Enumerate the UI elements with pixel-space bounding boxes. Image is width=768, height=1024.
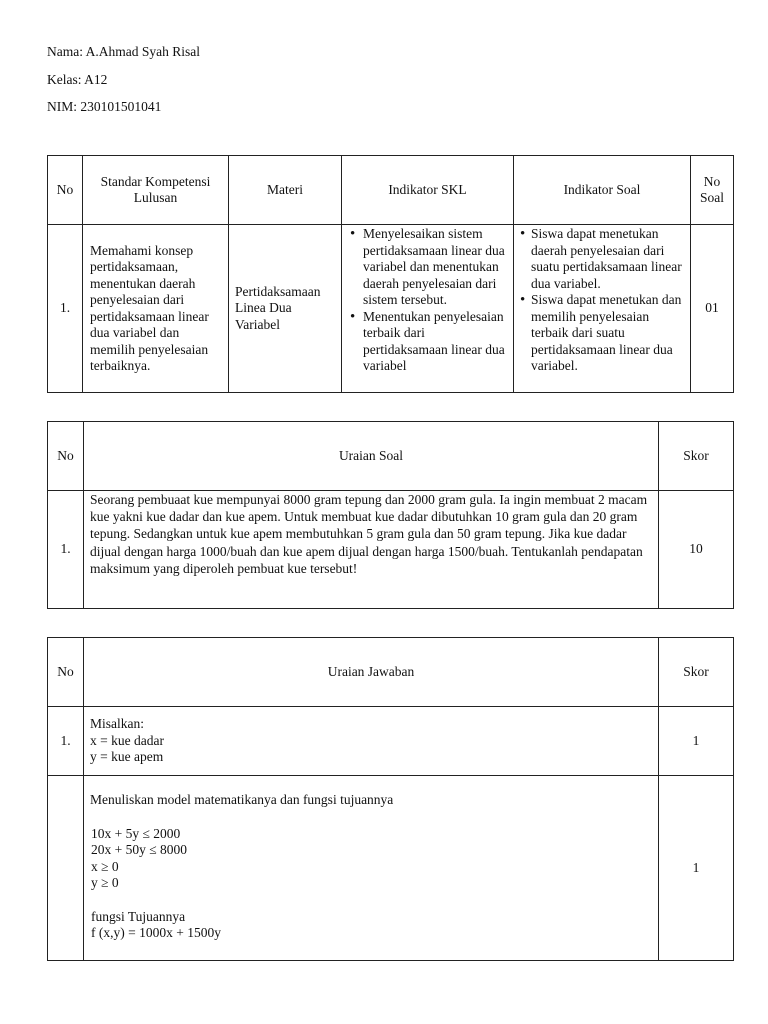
kisi-row-indikator-soal — [514, 225, 691, 393]
jawaban-row2-no — [48, 776, 84, 961]
indikator-skl-item: • Menyelesaikan sistem pertidaksamaan linear dua variabel dan menentukan daerah penyelesaian dari sistem tersebut. — [348, 226, 507, 309]
jawaban-row1-text — [84, 707, 659, 776]
kisi-table — [47, 155, 734, 393]
indikator-soal-item: • Siswa dapat menetukan dan memilih penyelesaian terbaik dari suatu pertidaksamaan linear dua variabel. — [518, 292, 684, 375]
jawaban-line: Misalkan: — [90, 716, 144, 732]
indikator-skl-item: • Menentukan penyelesaian terbaik dari pertidaksamaan linear dua variabel — [348, 309, 507, 375]
kisi-header-no: No — [48, 156, 83, 225]
kisi-header-materi: Materi — [229, 156, 342, 225]
soal-header-uraian: Uraian Soal — [84, 422, 659, 491]
soal-row-skor: 10 — [659, 491, 734, 609]
student-name: Nama: A.Ahmad Syah Risal — [47, 44, 200, 59]
jawaban-line: y = kue apem — [90, 749, 164, 765]
fungsi-label: fungsi Tujuannya — [91, 908, 186, 924]
soal-table — [47, 421, 734, 609]
kisi-row-no-soal: 01 — [691, 225, 734, 393]
student-nim: NIM: 230101501041 — [47, 99, 162, 114]
model-intro: Menuliskan model matematikanya dan fungsi tujuannya — [90, 792, 394, 807]
constraint-line: 20x + 50y ≤ 8000 — [91, 842, 188, 857]
soal-header-no: No — [48, 422, 84, 491]
jawaban-row2-text — [84, 776, 659, 961]
jawaban-table — [47, 637, 734, 961]
constraint-line: y ≥ 0 — [91, 875, 119, 890]
kisi-row-no: 1. — [48, 225, 83, 393]
kisi-skl-text: Memahami konsep pertidaksamaan, menentukan daerah penyelesaian dari pertidaksamaan linear dua variabel dan memilih penyelesaian terbaiknya. — [90, 242, 209, 373]
jawaban-header-uraian: Uraian Jawaban — [84, 638, 659, 707]
kisi-header-no-soal: No Soal — [691, 156, 734, 225]
jawaban-header-skor: Skor — [659, 638, 734, 707]
jawaban-row1-skor: 1 — [659, 707, 734, 776]
indikator-soal-item: • Siswa dapat menetukan daerah penyelesaian dari suatu pertidaksamaan linear dua variabel. — [518, 226, 684, 292]
fungsi-tujuan: f (x,y) = 1000x + 1500y — [91, 925, 221, 940]
soal-header-skor: Skor — [659, 422, 734, 491]
soal-row-no: 1. — [48, 491, 84, 609]
kisi-header-indikator-soal: Indikator Soal — [514, 156, 691, 225]
kisi-header-skl: Standar Kompetensi Lulusan — [83, 156, 229, 225]
soal-row-text: Seorang pembuaat kue mempunyai 8000 gram tepung dan 2000 gram gula. Ia ingin membuat 2 macam kue yakni kue dadar dan kue apem. Untuk membuat kue dadar dibutuhkan 10 gram gula dan 20 gram tepung. Sedangkan untuk kue apem membutuhkan 5 gram gula dan 50 gram tepung. Jika kue dadar dijual dengan harga 1000/buah dan kue apem dijual dengan harga 1500/buah. Tentukanlah pendapatan maksimum yang diperoleh pembuat kue tersebut! — [84, 491, 659, 609]
kisi-header-indikator-skl: Indikator SKL — [342, 156, 514, 225]
kisi-row-skl — [83, 225, 229, 393]
jawaban-line: x = kue dadar — [90, 732, 164, 748]
kisi-row-materi: Pertidaksamaan Linea Dua Variabel — [229, 225, 342, 393]
constraint-line: 10x + 5y ≤ 2000 — [91, 825, 181, 841]
jawaban-row2-skor: 1 — [659, 776, 734, 961]
jawaban-header-no: No — [48, 638, 84, 707]
kisi-row-indikator-skl — [342, 225, 514, 393]
constraint-line: x ≥ 0 — [91, 858, 119, 874]
student-class: Kelas: A12 — [47, 72, 108, 87]
jawaban-row-no: 1. — [48, 707, 84, 776]
